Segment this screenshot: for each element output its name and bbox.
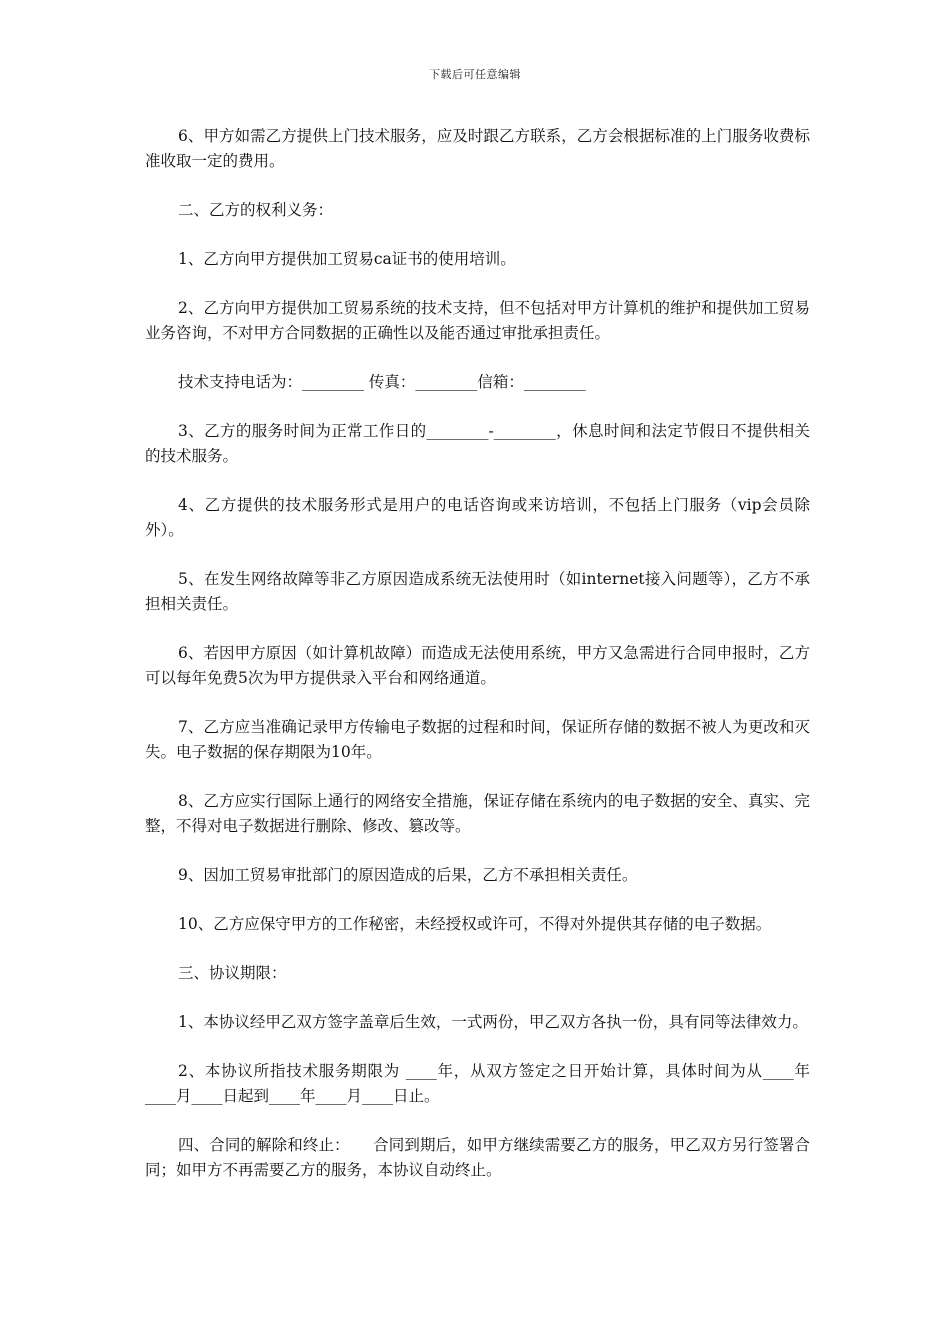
clause-technical-support: 2、乙方向甲方提供加工贸易系统的技术支持，但不包括对甲方计算机的维护和提供加工贸易业务咨询，不对甲方合同数据的正确性以及能否通过审批承担责任。 bbox=[145, 299, 810, 342]
clause-approval-dept: 9、因加工贸易审批部门的原因造成的后果，乙方不承担相关责任。 bbox=[178, 866, 638, 884]
clause-ca-training: 1、乙方向甲方提供加工贸易ca证书的使用培训。 bbox=[178, 250, 516, 268]
clause-free-entry: 6、若因甲方原因（如计算机故障）而造成无法使用系统，甲方又急需进行合同申报时，乙方可以每年免费5次为甲方提供录入平台和网络通道。 bbox=[145, 644, 810, 687]
clause-data-record: 7、乙方应当准确记录甲方传输电子数据的过程和时间，保证所存储的数据不被人为更改和灭失。电子数据的保存期限为10年。 bbox=[145, 718, 810, 761]
page-header: 下载后可任意编辑 bbox=[429, 68, 521, 81]
support-contact-line: 技术支持电话为：________ 传真：________信箱：________ bbox=[178, 373, 586, 391]
section-heading-term: 三、协议期限： bbox=[178, 964, 287, 982]
clause-network-failure: 5、在发生网络故障等非乙方原因造成系统无法使用时（如internet接入问题等），乙方不承担相关责任。 bbox=[145, 570, 810, 613]
clause-service-hours: 3、乙方的服务时间为正常工作日的________-________，休息时间和法定节假日不提供相关的技术服务。 bbox=[145, 422, 810, 465]
clause-service-form: 4、乙方提供的技术服务形式是用户的电话咨询或来访培训，不包括上门服务（vip会员除外）。 bbox=[145, 496, 810, 539]
document-body bbox=[145, 124, 810, 1183]
clause-confidentiality: 10、乙方应保守甲方的工作秘密，未经授权或许可，不得对外提供其存储的电子数据。 bbox=[178, 915, 772, 933]
clause-service-fee: 6、甲方如需乙方提供上门技术服务，应及时跟乙方联系，乙方会根据标准的上门服务收费标准收取一定的费用。 bbox=[145, 127, 810, 170]
clause-security: 8、乙方应实行国际上通行的网络安全措施，保证存储在系统内的电子数据的安全、真实、完整，不得对电子数据进行删除、修改、篡改等。 bbox=[145, 792, 810, 835]
section-heading-party-b-rights: 二、乙方的权利义务： bbox=[178, 201, 334, 219]
clause-termination: 四、合同的解除和终止： 合同到期后，如甲方继续需要乙方的服务，甲乙双方另行签署合同；如甲方不再需要乙方的服务，本协议自动终止。 bbox=[145, 1136, 810, 1179]
clause-service-period: 2、本协议所指技术服务期限为 ____年，从双方签定之日开始计算，具体时间为从____年____月____日起到____年____月____日止。 bbox=[145, 1062, 810, 1105]
clause-effectiveness: 1、本协议经甲乙双方签字盖章后生效，一式两份，甲乙双方各执一份，具有同等法律效力。 bbox=[178, 1013, 808, 1031]
